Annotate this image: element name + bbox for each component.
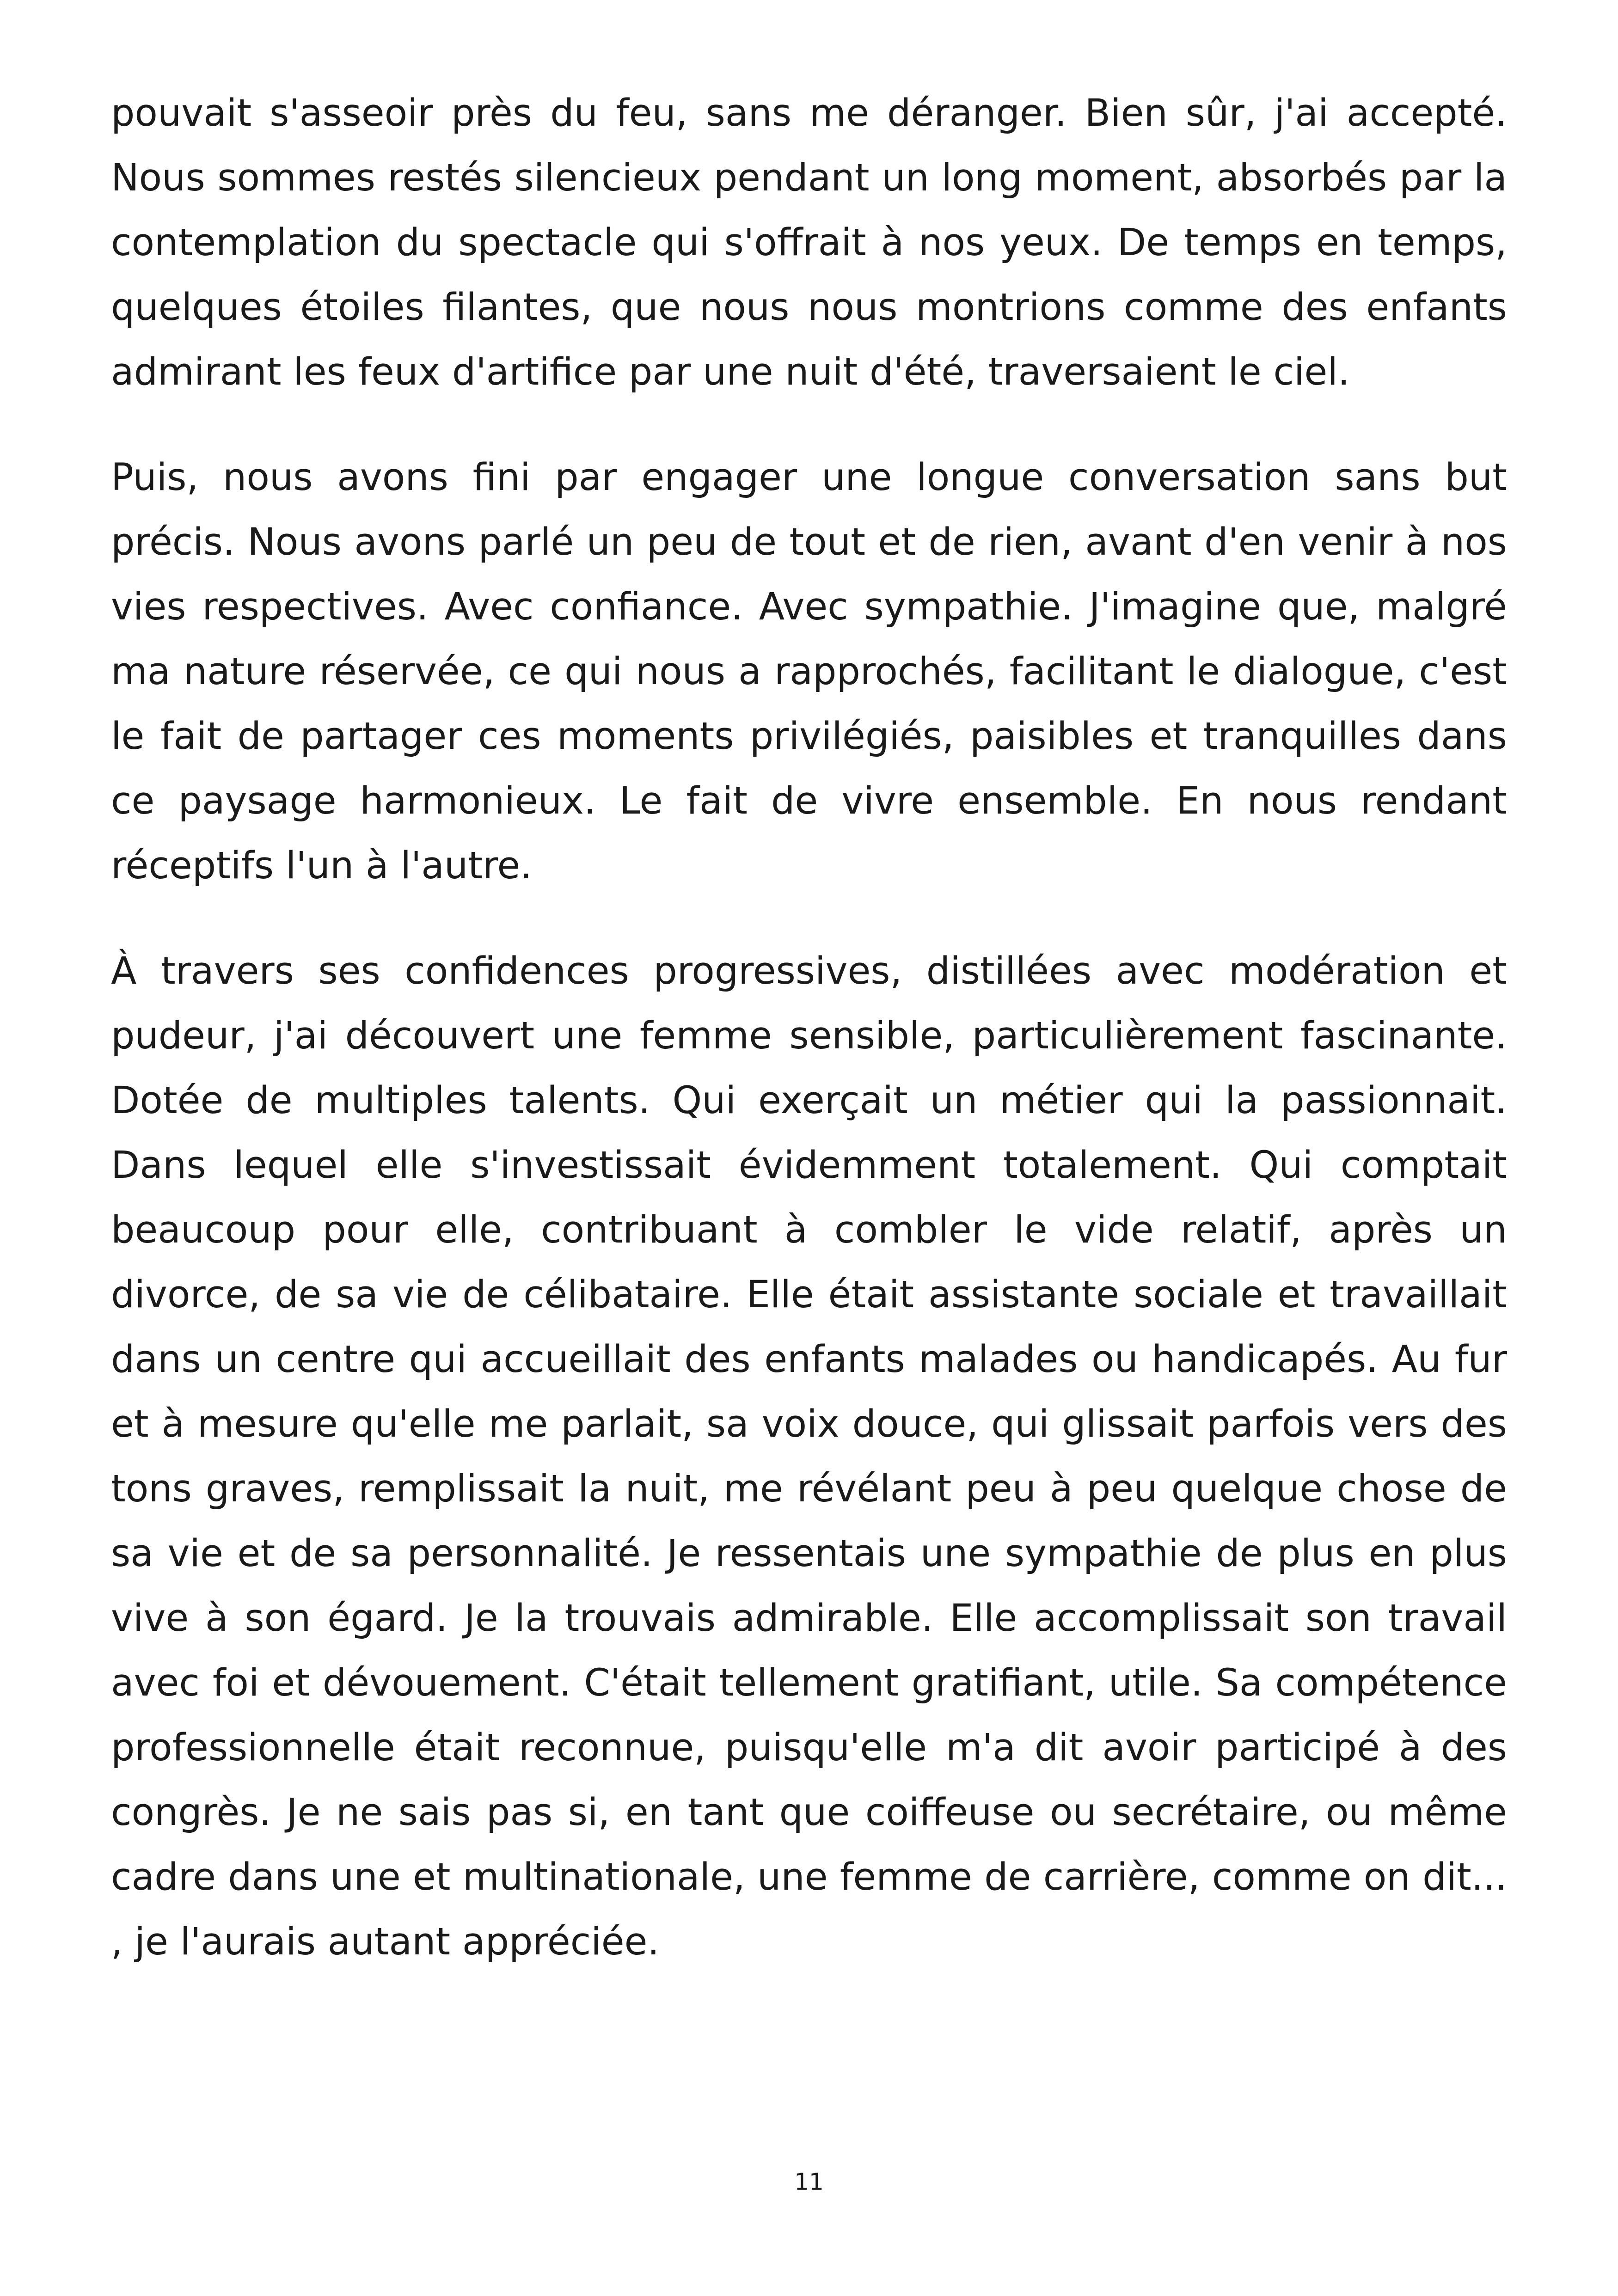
paragraph-1: pouvait s'asseoir près du feu, sans me déranger. Bien sûr, j'ai accepté. Nous sommes restés silencieux pendant un long moment, absorbés par la contemplation du spectacle qui s'offrait à nos yeux. De temps en temps, quelques étoiles filantes, que nous nous montrions comme des enfants admirant les feux d'artifice par une nuit d'été, traversaient le ciel. [111,92,1507,394]
paragraph-2: Puis, nous avons fini par engager une longue conversation sans but précis. Nous avons parlé un peu de tout et de rien, avant d'en venir à nos vies respectives. Avec confiance. Avec sympathie. J'imagine que, malgré ma nature réservée, ce qui nous a rapprochés, facilitant le dialogue, c'est le fait de partager ces moments privilégiés, paisibles et tranquilles dans ce paysage harmonieux. Le fait de vivre ensemble. En nous rendant réceptifs l'un à l'autre. [111,456,1507,888]
body-text [111,81,1507,2015]
page-number: 11 [794,2168,824,2195]
paragraph-3: À travers ses confidences progressives, distillées avec modération et pudeur, j'ai découvert une femme sensible, particulièrement fascinante. Dotée de multiples talents. Qui exerçait un métier qui la passionnait. Dans lequel elle s'investissait évidemment totalement. Qui comptait beaucoup pour elle, contribuant à combler le vide relatif, après un divorce, de sa vie de célibataire. Elle était assistante sociale et travaillait dans un centre qui accueillait des enfants malades ou handicapés. Au fur et à mesure qu'elle me parlait, sa voix douce, qui glissait parfois vers des tons graves, remplissait la nuit, me révélant peu à peu quelque chose de sa vie et de sa personnalité. Je ressentais une sympathie de plus en plus vive à son égard. Je la trouvais admirable. Elle accomplissait son travail avec foi et dévouement. C'était tellement gratifiant, utile. Sa compétence professionnelle était reconnue, puisqu'elle m'a dit avoir participé à des congrès. Je ne sais pas si, en tant que coiffeuse ou secrétaire, ou même cadre dans une et multinationale, une femme de carrière, comme on dit... , je l'aurais autant appréciée. [111,949,1507,1964]
